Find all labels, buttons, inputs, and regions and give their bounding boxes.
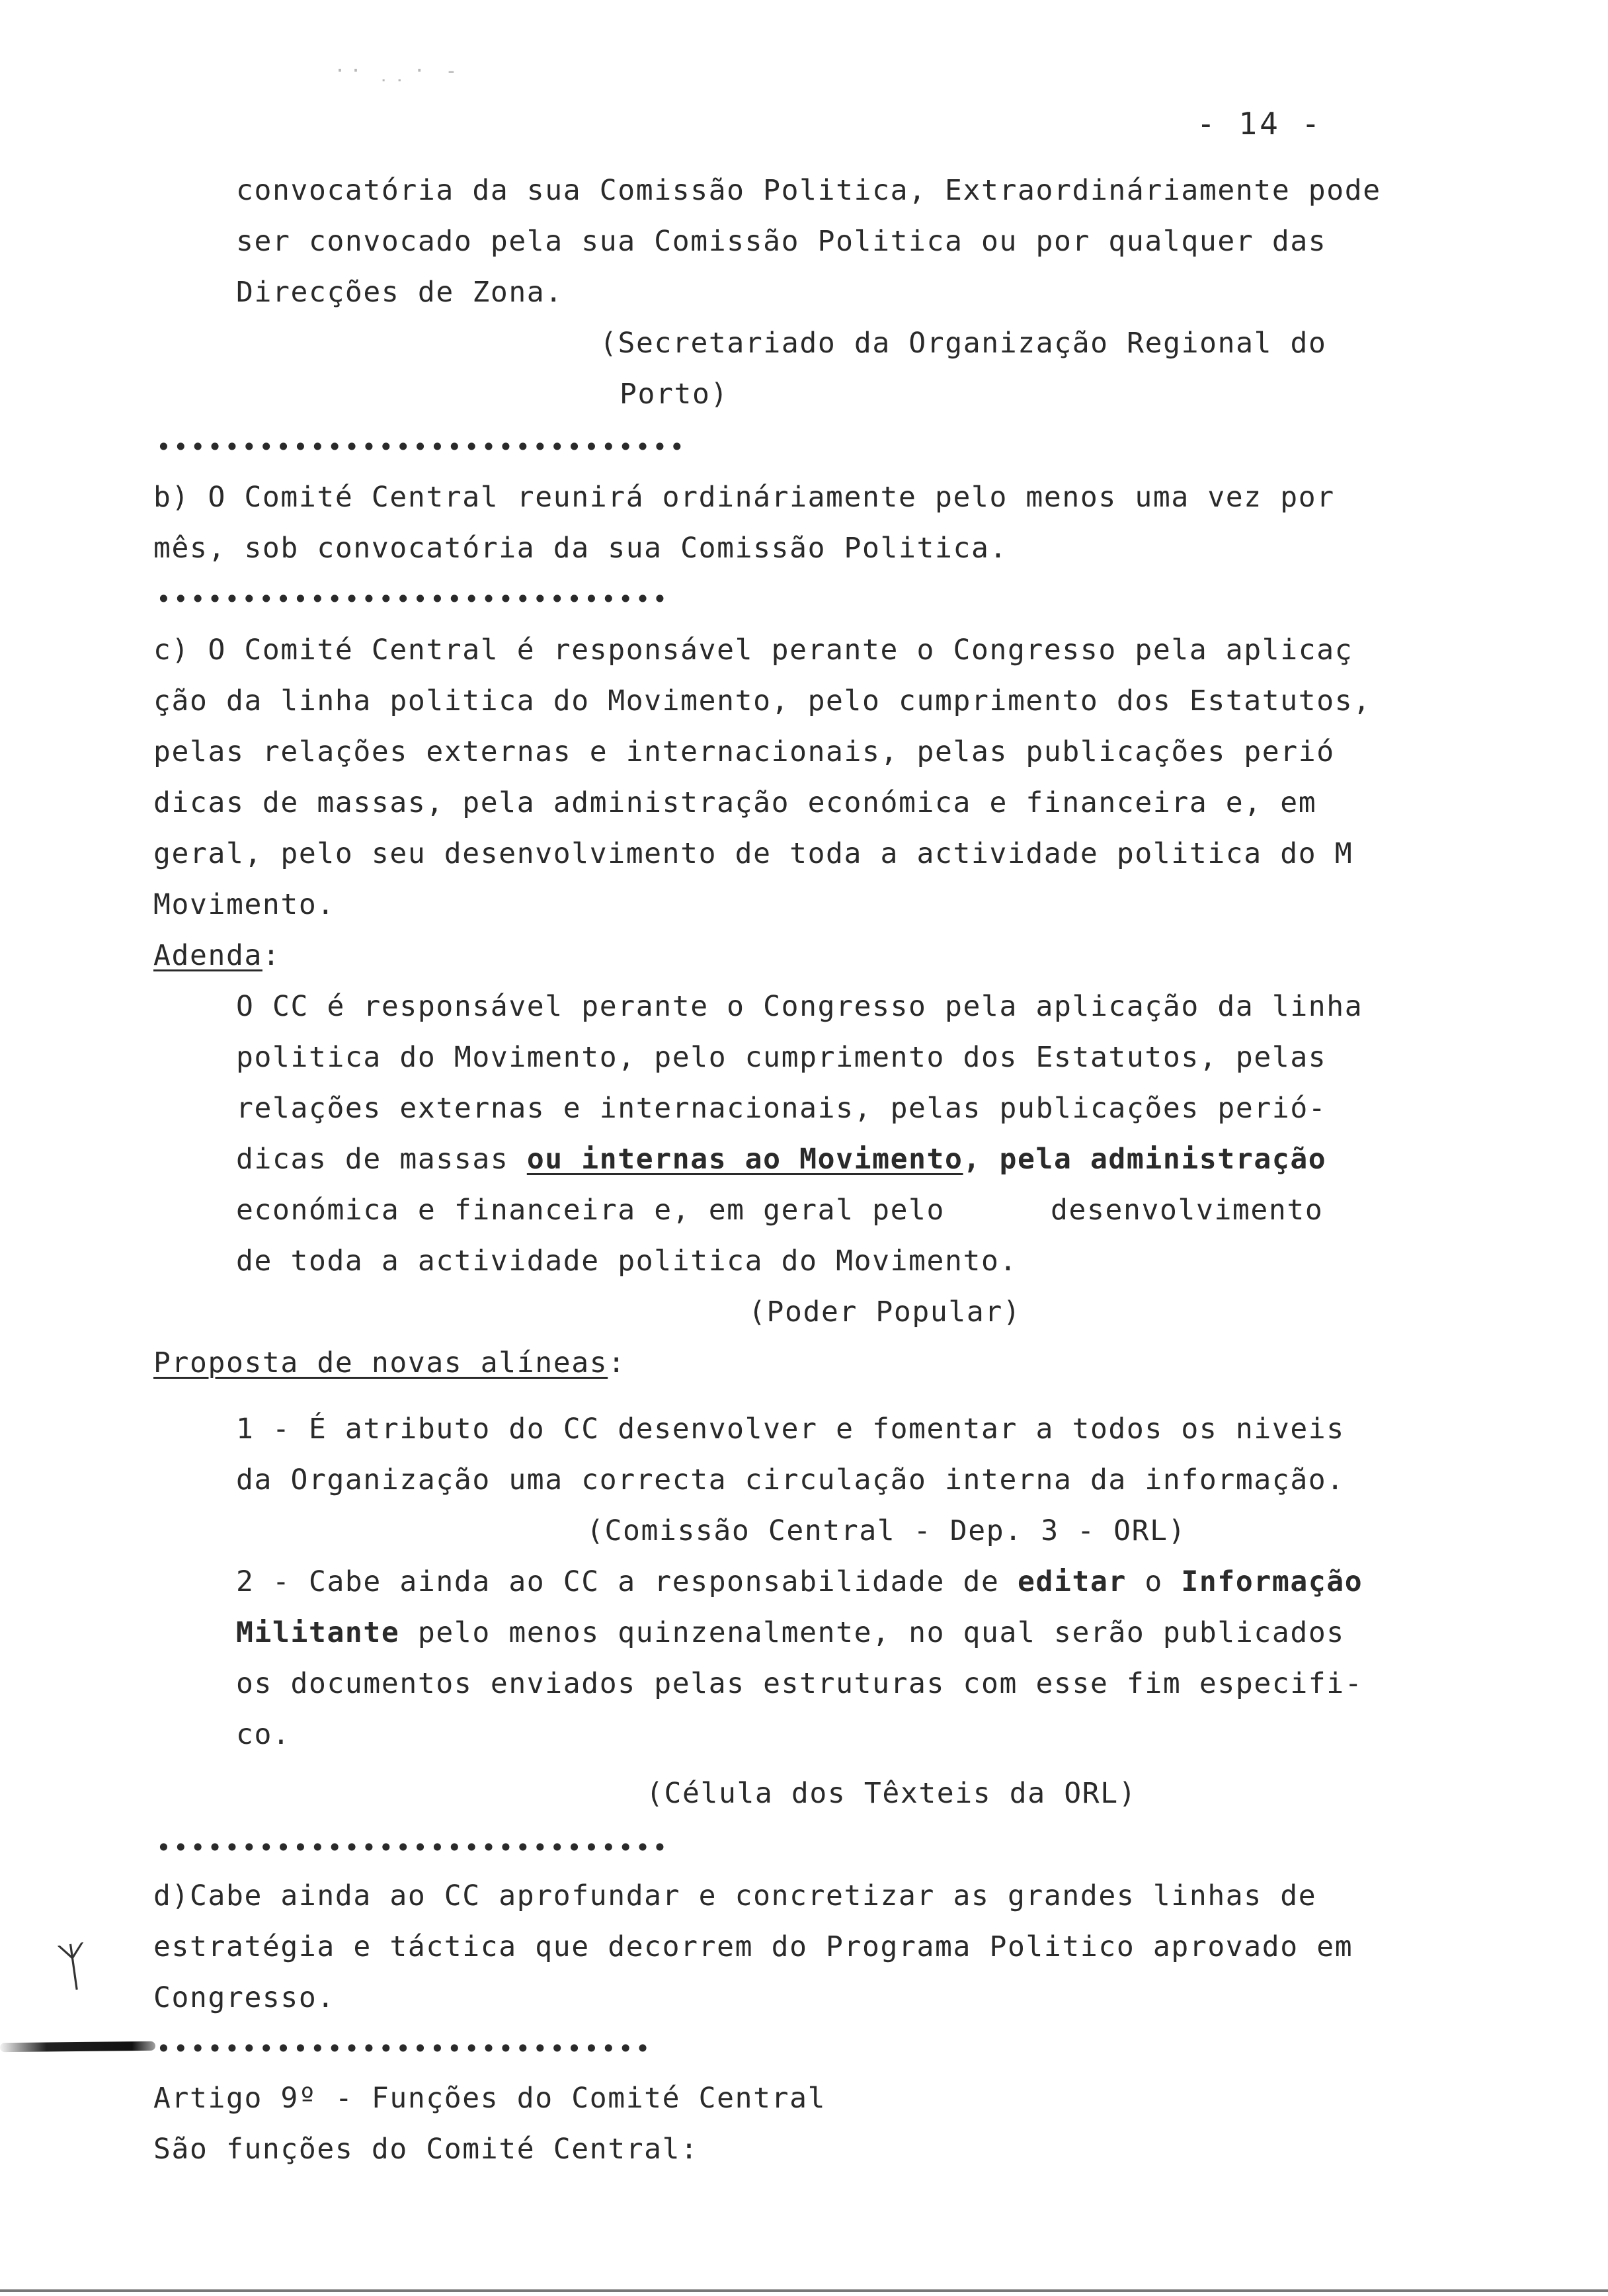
proposta-2-o: o — [1126, 1565, 1182, 1598]
adenda-line-4 — [236, 1142, 1326, 1176]
adenda-line-5 — [236, 1193, 1323, 1227]
paragraph-d-line-1: d)Cabe ainda ao CC aprofundar e concretizar as grandes linhas de — [153, 1879, 1317, 1912]
article-9-heading: Artigo 9º - Funções do Comité Central — [153, 2082, 826, 2115]
proposta-title: Proposta de novas alíneas — [153, 1346, 608, 1379]
proposta-1-line-1: 1 - É atributo do CC desenvolver e fomentar a todos os niveis — [236, 1413, 1345, 1446]
proposta-2-line-3: os documentos enviados pelas estruturas com esse fim especifi- — [236, 1667, 1363, 1700]
proposta-2-editar: editar — [1018, 1565, 1127, 1598]
adenda-line-3: relações externas e internacionais, pelas publicações perió- — [236, 1092, 1327, 1125]
adenda-line-5-b: desenvolvimento — [1051, 1194, 1324, 1227]
page-number: - 14 - — [1197, 106, 1323, 142]
adenda-line-4-c: , pela administração — [963, 1143, 1327, 1176]
paragraph-b-line-2: mês, sob convocatória da sua Comissão Politica. — [153, 532, 1008, 565]
separator-dots-1: ••••••••••••••••••••••••••••••• — [156, 432, 687, 462]
proposta-2-line-4: co. — [236, 1718, 291, 1751]
paragraph-c-line-3: pelas relações externas e internacionais, pelas publicações perió — [153, 735, 1335, 768]
proposta-2-line-2 — [236, 1616, 1345, 1650]
adenda-heading — [153, 938, 280, 973]
paragraph-c-line-5: geral, pelo seu desenvolvimento de toda a actividade politica do M — [153, 837, 1353, 870]
proposta-colon: : — [608, 1346, 626, 1379]
adenda-colon: : — [262, 939, 281, 972]
scan-bottom-edge — [0, 2289, 1608, 2292]
paragraph-b-line-1: b) O Comité Central reunirá ordináriamente pelo menos uma vez por — [153, 481, 1335, 514]
paragraph-d-line-3: Congresso. — [153, 1981, 335, 2014]
paragraph-d-line-2: estratégia e táctica que decorrem do Programa Politico aprovado em — [153, 1930, 1353, 1963]
ink-stroke-mark — [0, 2041, 155, 2052]
proposta-1-line-2: da Organização uma correcta circulação interna da informação. — [236, 1463, 1345, 1496]
adenda-line-6: de toda a actividade politica do Movimento. — [236, 1245, 1018, 1278]
proposta-2-a: 2 - Cabe ainda ao CC a responsabilidade de — [236, 1565, 1018, 1598]
proposta-2-line-1 — [236, 1565, 1363, 1599]
proposta-2-militante: Militante — [236, 1616, 400, 1649]
attribution-celula-texteis: (Célula dos Têxteis da ORL) — [646, 1777, 1137, 1810]
adenda-inserted-text: ou internas ao Movimento — [526, 1143, 963, 1176]
adenda-line-2: politica do Movimento, pelo cumprimento dos Estatutos, pelas — [236, 1041, 1327, 1074]
separator-dots-3: •••••••••••••••••••••••••••••• — [156, 1833, 670, 1862]
separator-dots-2: •••••••••••••••••••••••••••••• — [156, 585, 670, 614]
proposta-2-b: pelo menos quinzenalmente, no qual serão publicados — [399, 1616, 1345, 1649]
proposta-2-informacao: Informação — [1181, 1565, 1363, 1598]
text-line-2: ser convocado pela sua Comissão Politica ou por qualquer das — [236, 225, 1327, 258]
adenda-line-4-a: dicas de massas — [236, 1143, 527, 1176]
paragraph-c-line-6: Movimento. — [153, 888, 335, 921]
paragraph-c-line-4: dicas de massas, pela administração económica e financeira e, em — [153, 786, 1317, 819]
article-9-intro: São funções do Comité Central: — [153, 2133, 699, 2166]
paragraph-c-line-1: c) O Comité Central é responsável perante o Congresso pela aplicaç — [153, 634, 1353, 667]
proposta-heading — [153, 1346, 626, 1380]
attribution-porto: Porto) — [620, 378, 729, 411]
adenda-title: Adenda — [153, 939, 262, 972]
text-line-3: Direcções de Zona. — [236, 276, 563, 309]
top-smudge: ·· ̣ ̣̣ · - — [334, 60, 462, 83]
separator-dots-4: ••••••••••••••••••••••••••••• — [156, 2034, 653, 2063]
adenda-line-1: O CC é responsável perante o Congresso pela aplicação da linha — [236, 990, 1363, 1023]
attribution-comissao-central: (Comissão Central - Dep. 3 - ORL) — [586, 1514, 1187, 1547]
paragraph-c-line-2: ção da linha politica do Movimento, pelo cumprimento dos Estatutos, — [153, 684, 1371, 718]
handwritten-margin-mark: ᛉ — [54, 1936, 93, 1999]
adenda-line-5-a: económica e financeira e, em geral pelo — [236, 1194, 945, 1227]
text-line-1: convocatória da sua Comissão Politica, Extraordináriamente pode — [236, 174, 1381, 207]
attribution-poder-popular: (Poder Popular) — [748, 1295, 1022, 1329]
attribution-secretariado: (Secretariado da Organização Regional do — [600, 327, 1327, 360]
